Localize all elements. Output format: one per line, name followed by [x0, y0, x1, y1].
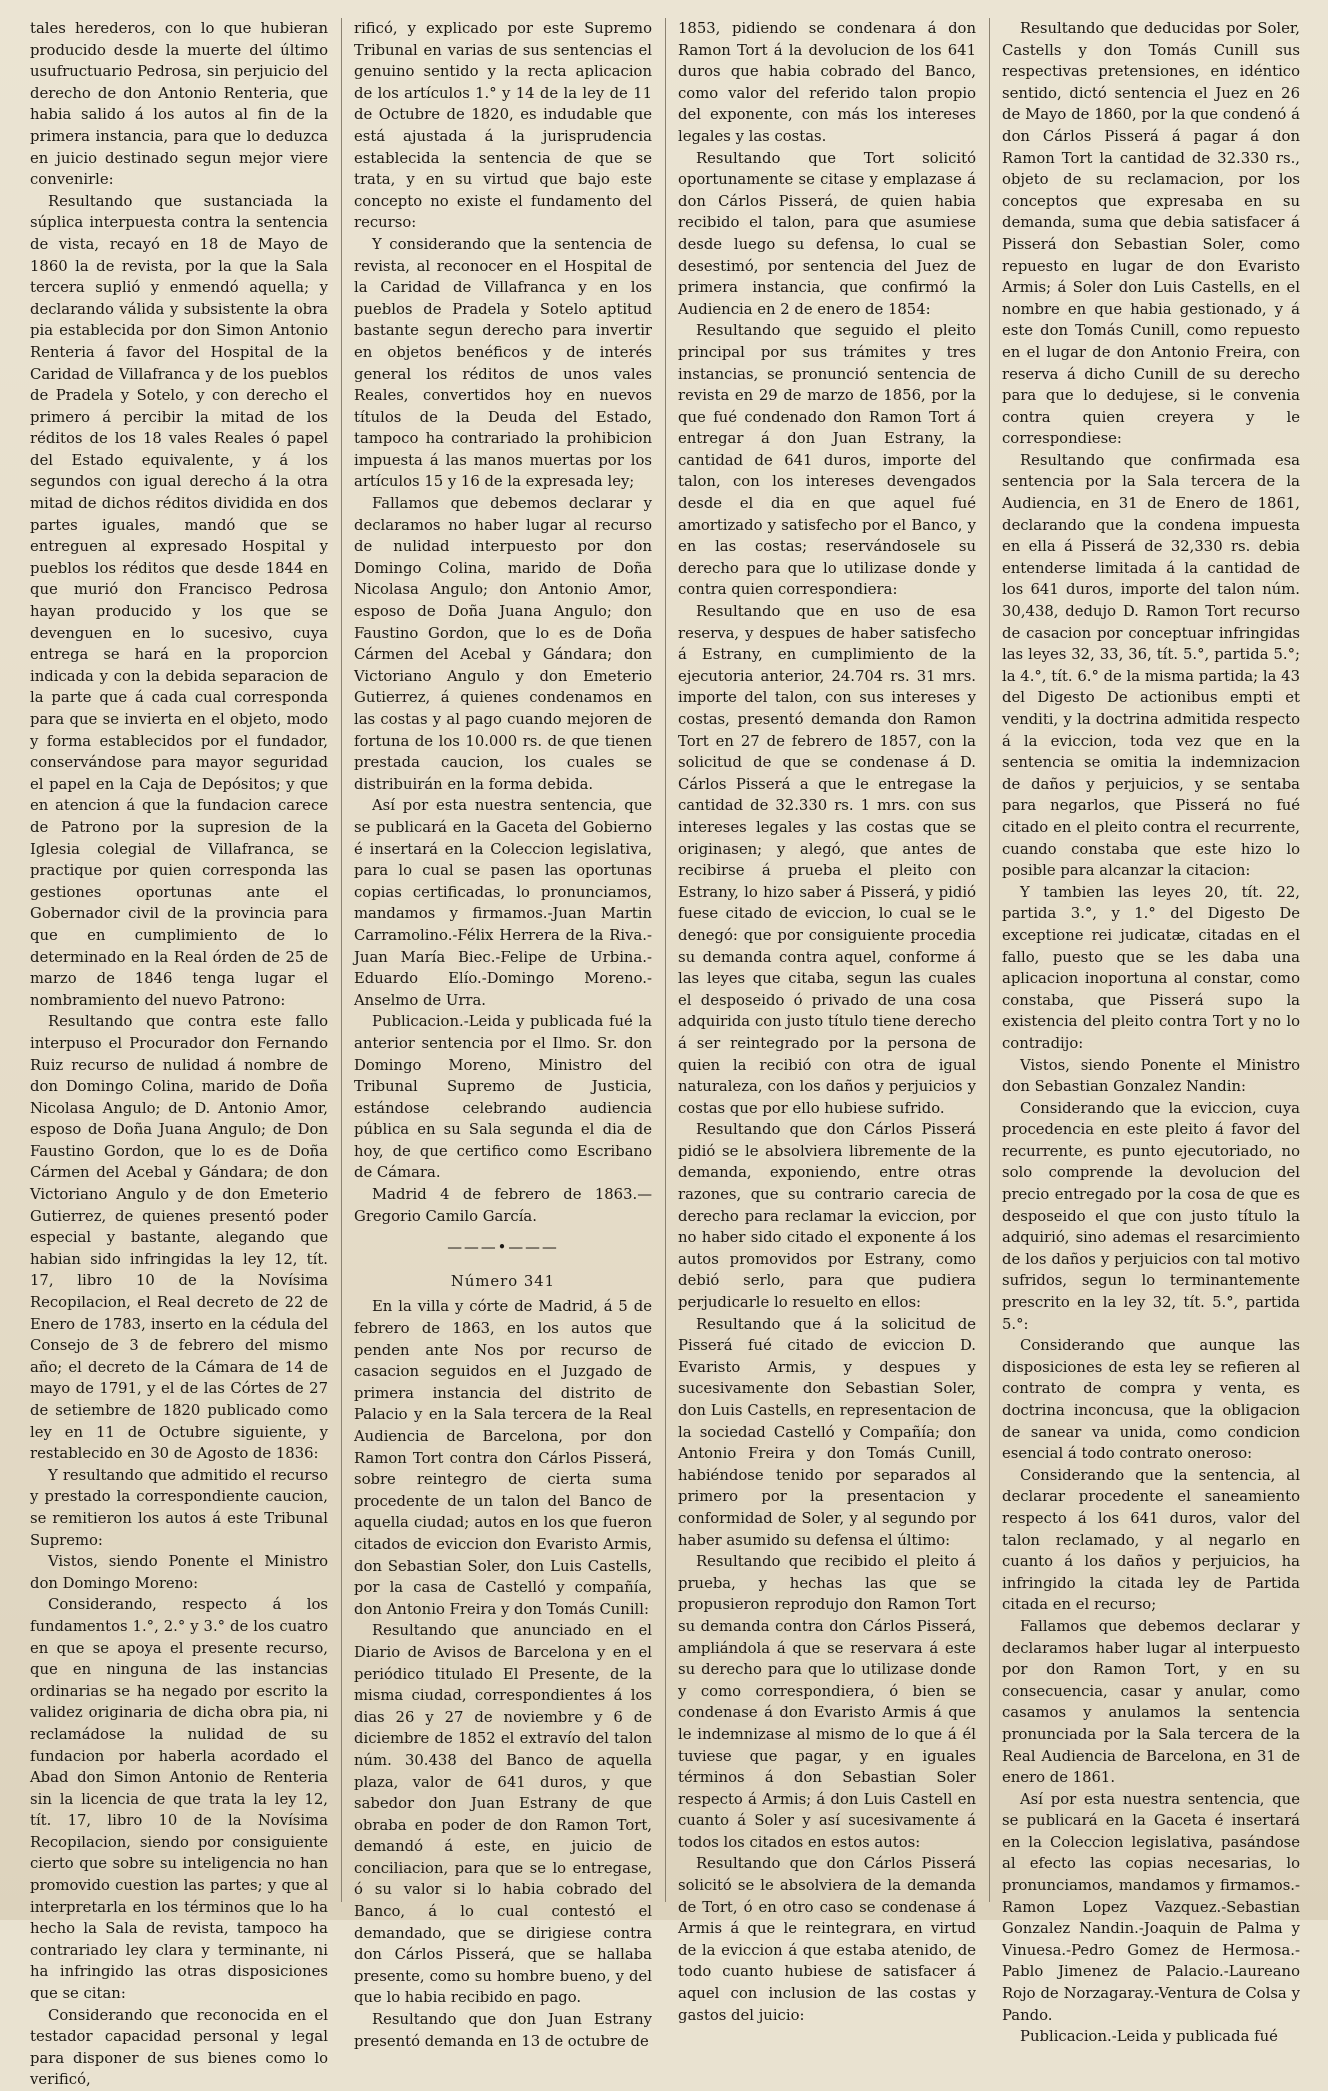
paragraph: Resultando que don Juan Estrany presentó demanda en 13 de octubre de	[354, 2011, 652, 2050]
paragraph: Vistos, siendo Ponente el Ministro don Sebastian Gonzalez Nandin:	[1002, 1056, 1300, 1096]
paragraph: Considerando que la sentencia, al declarar procedente el saneamiento respecto á los 641 duros, valor del talon reclamado, y al negarlo en cuanto á los daños y perjuicios, ha infringido la citada ley de Partida citada en el recurso;	[1002, 1466, 1300, 1614]
column-rule	[665, 18, 666, 1902]
paragraph: Y considerando que la sentencia de revista, al reconocer en el Hospital de la Caridad de Villafranca y en los pueblos de Pradela y Sotelo aptitud bastante segun derecho para invertir en objetos benéficos y de interés general los réditos de unos vales Reales, convertidos hoy en nuevos títulos de la Deuda del Estado, tampoco ha contrariado la prohibicion impuesta á las manos muertas por los artículos 15 y 16 de la expresada ley;	[354, 235, 652, 491]
text-columns	[30, 18, 1306, 2089]
paragraph: Y tambien las leyes 20, tít. 22, partida 3.°, y 1.° del Digesto De exceptione rei judicatæ, citadas en el fallo, puesto que se les daba una aplicacion inoportuna al constar, como constaba, que Pisserá supo la existencia del pleito contra Tort y no lo contradijo:	[1002, 883, 1300, 1052]
paragraph: Y resultando que admitido el recurso y prestado la correspondiente caucion, se remitieron los autos á este Tribunal Supremo:	[30, 1466, 328, 1549]
paragraph: Resultando que á la solicitud de Pisserá fué citado de eviccion D. Evaristo Armis, y despues y sucesivamente don Sebastian Soler, don Luis Castells, en representacion de la sociedad Castelló y Compañía; don Antonio Freira y don Tomás Cunill, habiéndose tenido por separados al primero por la presentacion y conformidad de Soler, y al segundo por haber asumido su defensa el último:	[678, 1315, 976, 1549]
paragraph: En la villa y córte de Madrid, á 5 de febrero de 1863, en los autos que penden ante Nos por recurso de casacion seguidos en el Juzgado de primera instancia del distrito de Palacio y en la Sala tercera de la Real Audiencia de Barcelona, por don Ramon Tort contra don Cárlos Pisserá, sobre reintegro de cierta suma procedente de un talon del Banco de aquella ciudad; autos en los que fueron citados de eviccion don Evaristo Armis, don Sebastian Soler, don Luis Castells, por la casa de Castelló y compañía, don Antonio Freira y don Tomás Cunill:	[354, 1298, 652, 1618]
column-rule	[989, 18, 990, 1902]
paragraph: Resultando que deducidas por Soler, Castells y don Tomás Cunill sus respectivas pretensiones, en idéntico sentido, dictó sentencia el Juez en 26 de Mayo de 1860, por la que condenó á don Cárlos Pisserá á pagar á don Ramon Tort la cantidad de 32.330 rs., objeto de su reclamacion, por los conceptos que expresaba en su demanda, suma que debia satisfacer á Pisserá don Sebastian Soler, como repuesto en lugar de don Evaristo Armis; á Soler don Luis Castells, en el nombre en que habia gestionado, y á este don Tomás Cunill, como repuesto en el lugar de don Antonio Freira, con reserva á dicho Cunill de su derecho para que lo dedujese, si le convenia contra quien creyera y le correspondiese:	[1002, 20, 1300, 448]
paragraph: tales herederos, con lo que hubieran producido desde la muerte del último usufructuario Pedrosa, sin perjuicio del derecho de don Antonio Renteria, que habia salido á los autos al fin de la primera instancia, para que lo deduzca en juicio destinado segun mejor viere convenirle:	[30, 20, 328, 189]
paragraph: 1853, pidiendo se condenara á don Ramon Tort á la devolucion de los 641 duros que habia cobrado del Banco, como valor del referido talon propio del exponente, con más los intereses legales y las costas.	[678, 20, 976, 145]
paragraph: Considerando que aunque las disposiciones de esta ley se refieren al contrato de compra y venta, es doctrina inconcusa, que la obligacion de sanear va unida, como condicion esencial á todo contrato oneroso:	[1002, 1337, 1300, 1463]
column-4	[1002, 18, 1300, 2091]
paragraph: rificó, y explicado por este Supremo Tribunal en varias de sus sentencias el genuino sentido y la recta aplicacion de los artículos 1.° y 14 de la ley de 11 de Octubre de 1820, es indudable que está ajustada á la jurisprudencia establecida la sentencia de que se trata, y en su virtud que bajo este concepto no existe el fundamento del recurso:	[354, 20, 652, 232]
paragraph: Considerando que la eviccion, cuya procedencia en este pleito á favor del recurrente, es punto ejecutoriado, no solo comprende la devolucion del precio entregado por la cosa de que es desposeido el que con justo título la adquirió, sino ademas el resarcimiento de los daños y perjuicios con tal motivo sufridos, segun lo terminantemente prescrito en la ley 32, tít. 5.°, partida 5.°:	[1002, 1099, 1300, 1333]
paragraph: Fallamos que debemos declarar y declaramos haber lugar al interpuesto por don Ramon Tort, y en su consecuencia, casar y anular, como casamos y anulamos la sentencia pronunciada por la Sala tercera de la Real Audiencia de Barcelona, en 31 de enero de 1861.	[1002, 1617, 1300, 1787]
paragraph: Resultando que confirmada esa sentencia por la Sala tercera de la Audiencia, en 31 de Enero de 1861, declarando que la condena impuesta en ella á Pisserá de 32,330 rs. debia entenderse limitada á la cantidad de los 641 duros, importe del talon núm. 30,438, dedujo D. Ramon Tort recurso de casacion por conceptuar infringidas las leyes 32, 33, 36, tít. 5.°, partida 5.°; la 4.°, tít. 6.° de la misma partida; la 43 del Digesto De actionibus empti et venditi, y la doctrina admitida respecto á la eviccion, toda vez que en la sentencia se omitia la indemnizacion de daños y perjuicios, y se sentaba para negarlos, que Pisserá no fué citado en el pleito contra el recurrente, cuando constaba que este hizo lo posible para alcanzar la citacion:	[1002, 451, 1300, 880]
paragraph: Resultando que recibido el pleito á prueba, y hechas las que se propusieron reprodujo don Ramon Tort su demanda contra don Cárlos Pisserá, ampliándola á que se reservara á este su derecho para que lo utilizase donde y como correspondiera, ó bien se condenase á don Evaristo Armis á que le indemnizase al mismo de lo que á él tuviese que pagar, y en iguales términos á don Sebastian Soler respecto á Armis; á don Luis Castell en cuanto á Soler y así sucesivamente á todos los citados en estos autos:	[678, 1553, 976, 1851]
paragraph: Resultando que contra este fallo interpuso el Procurador don Fernando Ruiz recurso de nulidad á nombre de don Domingo Colina, marido de Doña Nicolasa Angulo; de D. Antonio Amor, esposo de Doña Juana Angulo; de Don Faustino Gordon, que lo es de Doña Cármen del Acebal y Gándara; de don Victoriano Angulo y de don Emeterio Gutierrez, de quienes presentó poder especial y bastante, alegando que habian sido infringidas la ley 12, tít. 17, libro 10 de la Novísima Recopilacion, el Real decreto de 22 de Enero de 1783, inserto en la cédula del Consejo de 3 de febrero del mismo año; el decreto de la Cámara de 14 de mayo de 1791, y el de las Córtes de 27 de setiembre de 1820 publicado como ley en 11 de Octubre siguiente, y restablecido en 30 de Agosto de 1836:	[30, 1013, 328, 1463]
paragraph: Publicacion.-Leida y publicada fué	[1020, 2028, 1278, 2046]
column-rule	[341, 18, 342, 1902]
paragraph: Madrid 4 de febrero de 1863.—Gregorio Camilo García.	[354, 1186, 652, 1225]
paragraph: Resultando que don Cárlos Pisserá pidió se le absolviera libremente de la demanda, exponiendo, entre otras razones, que su contrario carecia de derecho para reclamar la eviccion, por no haber sido citado el exponente á los autos promovidos por Estrany, como debió serlo, para que pudiera perjudicarle lo resuelto en ellos:	[678, 1121, 976, 1312]
paragraph: Resultando que sustanciada la súplica interpuesta contra la sentencia de vista, recayó en 18 de Mayo de 1860 la de revista, por la que la Sala tercera suplió y enmendó aquella; y declarando válida y subsistente la obra pia establecida por don Simon Antonio Renteria á favor del Hospital de la Caridad de Villafranca y de los pueblos de Pradela y Sotelo, y con derecho el primero á percibir la mitad de los réditos de los 18 vales Reales ó papel del Estado equivalente, y á los segundos con igual derecho á la otra mitad de dichos réditos dividida en dos partes iguales, mandó que se entreguen al expresado Hospital y pueblos los réditos que desde 1844 en que murió don Francisco Pedrosa hayan producido y los que se devenguen en lo sucesivo, cuya entrega se hará en la proporcion indicada y con la debida separacion de la parte que á cada cual corresponda para que se invierta en el objeto, modo y forma establecidos por el fundador, conservándose para mayor seguridad el papel en la Caja de Depósitos; y que en atencion á que la fundacion carece de Patrono por la supresion de la Iglesia colegial de Villafranca, se practique por quien corresponda las gestiones oportunas ante el Gobernador civil de la provincia para que en cumplimiento de lo determinado en la Real órden de 25 de marzo de 1846 tenga lugar el nombramiento del nuevo Patrono:	[30, 192, 328, 1009]
paragraph: Resultando que Tort solicitó oportunamente se citase y emplazase á don Cárlos Pisserá, de quien habia recibido el talon, para que asumiese desde luego su defensa, lo cual se desestimó, por sentencia del Juez de primera instancia, que confirmó la Audiencia en 2 de enero de 1854:	[678, 149, 976, 318]
section-number-heading: Número 341	[450, 1272, 556, 1290]
paragraph: Fallamos que debemos declarar y declaramos no haber lugar al recurso de nulidad interpuesto por don Domingo Colina, marido de Doña Nicolasa Angulo; don Antonio Amor, esposo de Doña Juana Angulo; don Faustino Gordon, que lo es de Doña Cármen del Acebal y Gándara; don Victoriano Angulo y don Emeterio Gutierrez, á quienes condenamos en las costas y al pago cuando mejoren de fortuna de los 10.000 rs. de que tienen prestada caucion, los cuales se distribuirán en la forma debida.	[354, 495, 652, 793]
column-1	[30, 18, 328, 2091]
paragraph: Resultando que seguido el pleito principal por sus trámites y tres instancias, se pronunció sentencia de revista en 29 de marzo de 1856, por la que fué condenado don Ramon Tort á entregar á don Juan Estrany, la cantidad de 641 duros, importe del talon, con los intereses devengados desde el dia en que aquel fué amortizado y satisfecho por el Banco, y en las costas; reservándosele su derecho para que lo utilizase donde y contra quien correspondiera:	[678, 322, 976, 599]
paragraph: Publicacion.-Leida y publicada fué la anterior sentencia por el Ilmo. Sr. don Domingo Moreno, Ministro del Tribunal Supremo de Justicia, estándose celebrando audiencia pública en su Sala segunda el dia de hoy, de que certifico como Escribano de Cámara.	[354, 1013, 652, 1182]
paragraph: Así por esta nuestra sentencia, que se publicará en la Gaceta é insertará en la Coleccion legislativa, pasándose al efecto las copias necesarias, lo pronunciamos, mandamos y firmamos.-Ramon Lopez Vazquez.-Sebastian Gonzalez Nandin.-Joaquin de Palma y Vinuesa.-Pedro Gomez de Hermosa.-Pablo Jimenez de Palacio.-Laureano Rojo de Norzagaray.-Ventura de Colsa y Pando.	[1002, 1790, 1300, 2024]
paragraph: Considerando, respecto á los fundamentos 1.°, 2.° y 3.° de los cuatro en que se apoya el presente recurso, que en ninguna de las instancias ordinarias se ha negado por escrito la validez originaria de dicha obra pia, ni reclamádose la nulidad de su fundacion por haberla acordado el Abad don Simon Antonio de Renteria sin la licencia de que trata la ley 12, tít. 17, libro 10 de la Novísima Recopilacion, siendo por consiguiente cierto que sobre su inteligencia no han promovido cuestion las partes; y que al interpretarla en los términos que lo ha hecho la Sala de revista, tampoco ha contrariado ley clara y terminante, ni ha infringido las otras disposiciones que se citan:	[30, 1596, 328, 2003]
paragraph: Resultando que anunciado en el Diario de Avisos de Barcelona y en el periódico titulado El Presente, de la misma ciudad, correspondientes á los dias 26 y 27 de noviembre y 6 de diciembre de 1852 el extravío del talon núm. 30.438 del Banco de aquella plaza, valor de 641 duros, y que sabedor don Juan Estrany de que obraba en poder de don Ramon Tort, demandó á este, en juicio de conciliacion, para que se lo entregase, ó su valor si lo habia cobrado del Banco, á lo cual contestó el demandado, que se dirigiese contra don Cárlos Pisserá, que se hallaba presente, como su hombre bueno, y del que lo habia recibido en pago.	[354, 1622, 652, 2007]
paragraph: Resultando que don Cárlos Pisserá solicitó se le absolviera de la demanda de Tort, ó en otro caso se condenase á Armis á que le reintegrara, en virtud de la eviccion á que estaba atenido, de todo cuanto hubiese de satisfacer á aquel con inclusion de las costas y gastos del juicio:	[678, 1855, 976, 2024]
column-2	[354, 18, 652, 2091]
paragraph: Vistos, siendo Ponente el Ministro don Domingo Moreno:	[30, 1553, 328, 1592]
column-3	[678, 18, 976, 2091]
paragraph: Así por esta nuestra sentencia, que se publicará en la Gaceta del Gobierno é insertará en la Coleccion legislativa, para lo cual se pasen las oportunas copias certificadas, lo pronunciamos, mandamos y firmamos.-Juan Martin Carramolino.-Félix Herrera de la Riva.-Juan María Biec.-Felipe de Urbina.-Eduardo Elío.-Domingo Moreno.-Anselmo de Urra.	[354, 797, 652, 1009]
paragraph: Considerando que reconocida en el testador capacidad personal y legal para disponer de sus bienes como lo verificó,	[30, 2006, 328, 2089]
paragraph: Resultando que en uso de esa reserva, y despues de haber satisfecho á Estrany, en cumplimiento de la ejecutoria anterior, 24.704 rs. 31 mrs. importe del talon, con sus intereses y costas, presentó demanda don Ramon Tort en 27 de febrero de 1857, con la solicitud de que se condenase á D. Cárlos Pisserá a que le entregase la cantidad de 32.330 rs. 1 mrs. con sus intereses legales y las costas que se originasen; y alegó, que antes de recibirse á prueba el pleito con Estrany, lo hizo saber á Pisserá, y pidió fuese citado de eviccion, lo cual se le denegó: que por consiguiente procedia su demanda contra aquel, conforme á las leyes que citaba, segun las cuales el desposeido ó privado de una cosa adquirida con justo título tiene derecho á ser reintegrado por la persona de quien la recibió con otra de igual naturaleza, con los daños y perjuicios y costas que por ello hubiese sufrido.	[678, 603, 976, 1117]
section-divider: ———•———	[447, 1239, 559, 1257]
